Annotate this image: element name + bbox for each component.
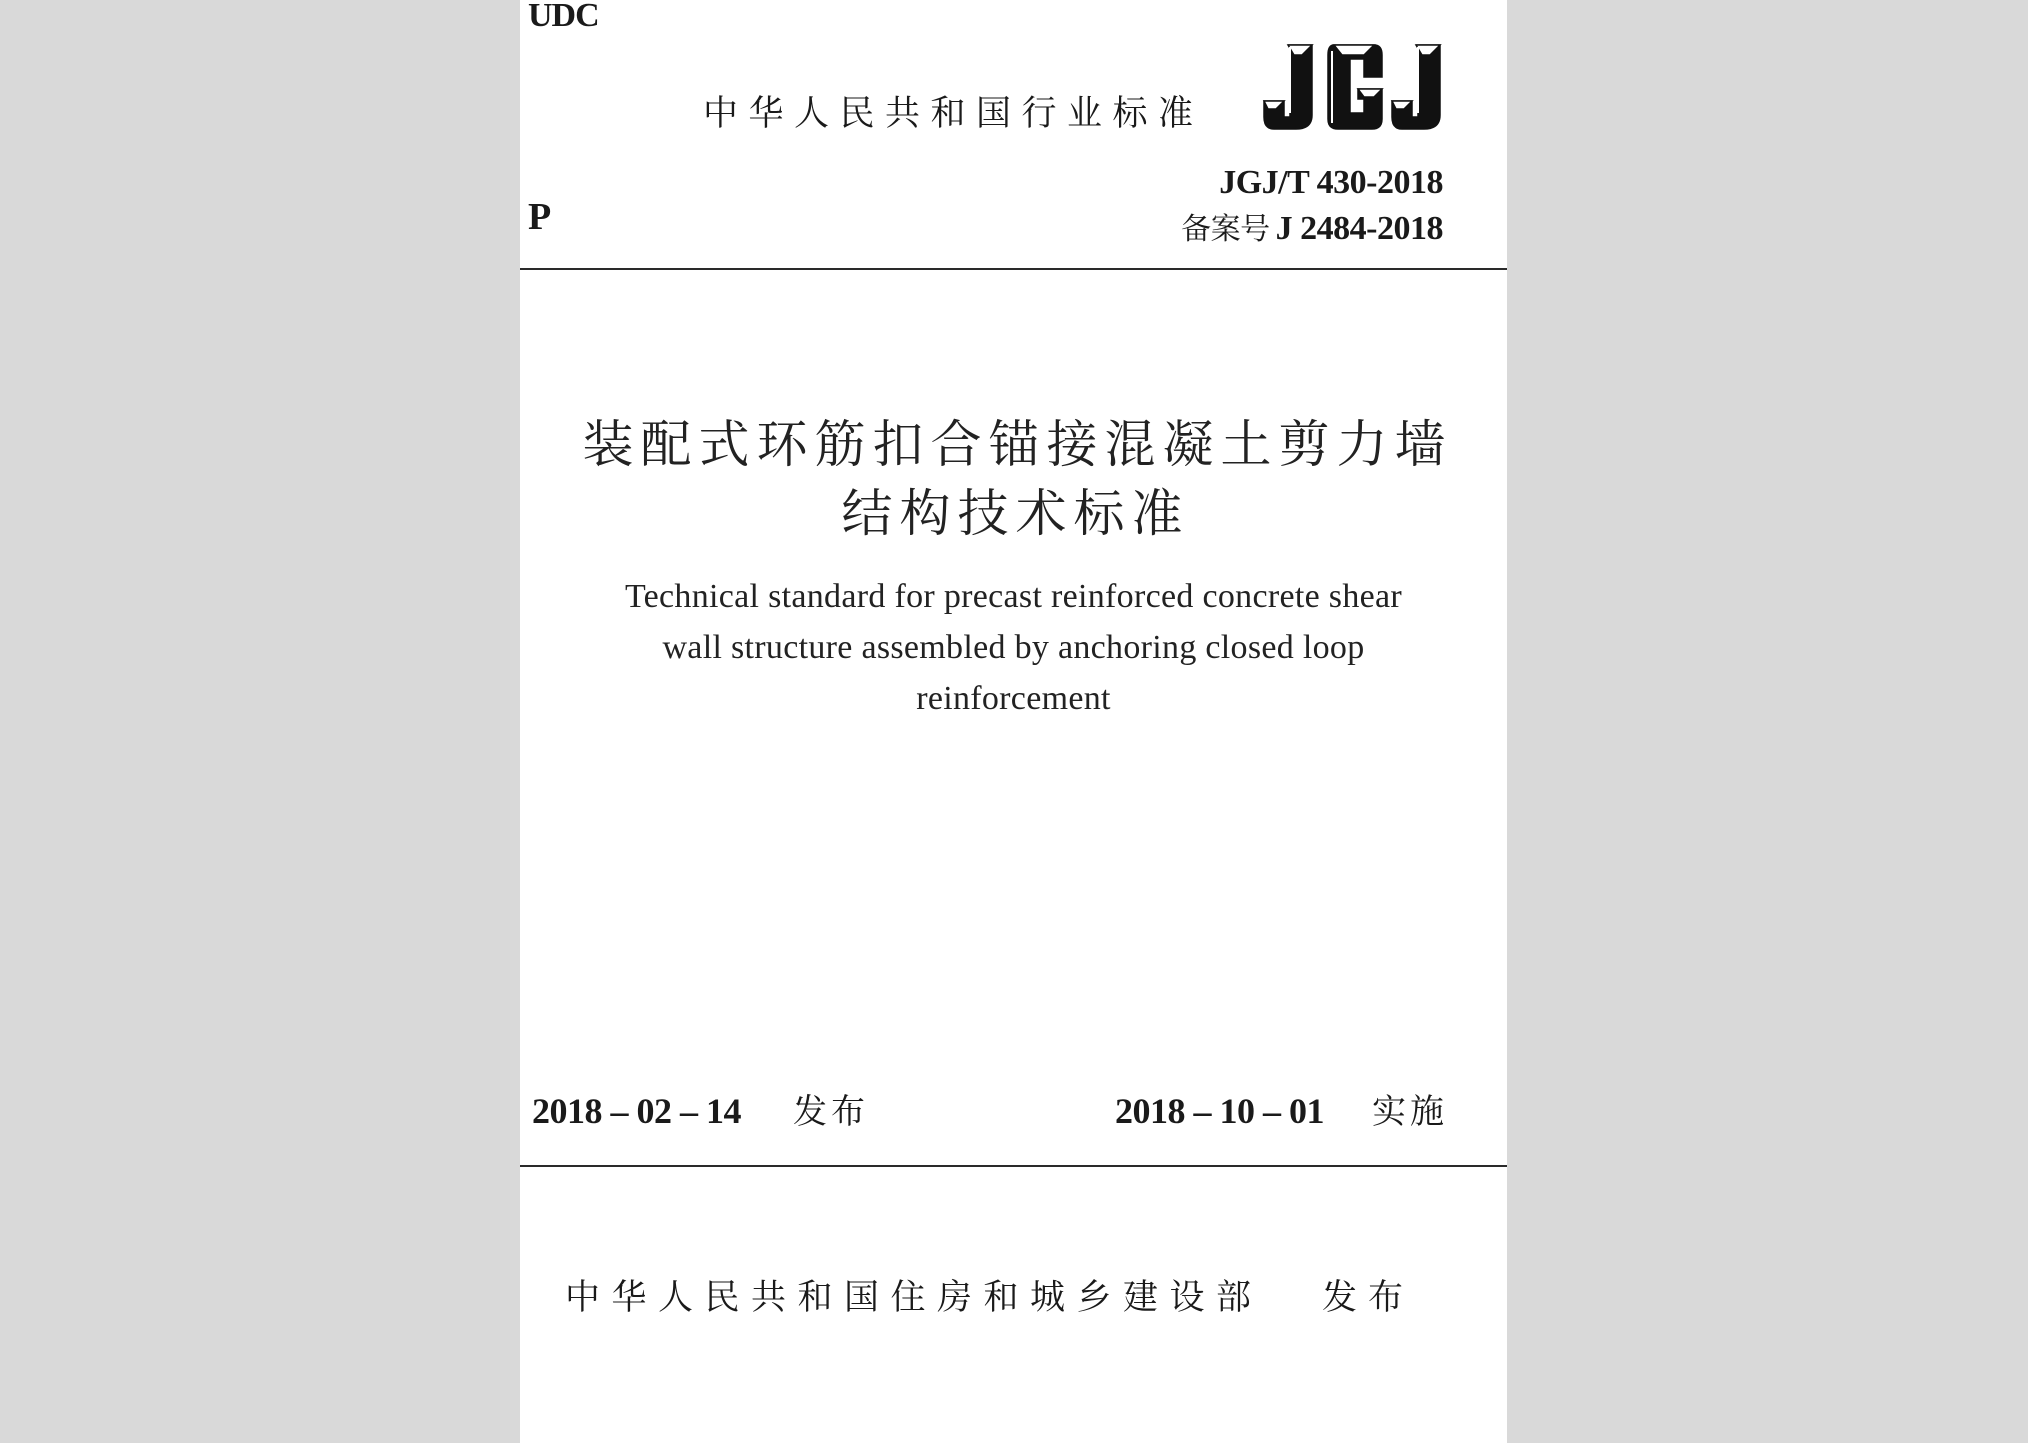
- footer-divider: [520, 1165, 1507, 1167]
- document-cover-page: [520, 0, 1507, 1443]
- standard-type: 中华人民共和国行业标准: [703, 94, 1204, 134]
- effective-label: 实施: [1372, 1092, 1448, 1132]
- title-english-line-2: wall structure assembled by anchoring closed loop: [662, 629, 1365, 666]
- title-english-line-3: reinforcement: [916, 680, 1111, 717]
- publisher-name: 中华人民共和国住房和城乡建设部: [565, 1278, 1263, 1318]
- effective-date: 2018 – 10 – 01: [1115, 1091, 1324, 1131]
- issue-date: 2018 – 02 – 14: [532, 1091, 741, 1131]
- udc-label: UDC: [528, 0, 599, 34]
- issue-label: 发布: [793, 1092, 869, 1132]
- title-english-line-1: Technical standard for precast reinforced concrete shear: [624, 578, 1403, 615]
- classification-code: P: [528, 196, 552, 238]
- standard-number: JGJ/T 430-2018: [1219, 164, 1443, 201]
- header-divider: [520, 268, 1507, 270]
- title-chinese-line-2: 结构技术标准: [841, 485, 1190, 544]
- record-number: [1181, 208, 1443, 251]
- jgj-logo-icon: [1260, 43, 1444, 131]
- record-number-value: J 2484-2018: [1275, 210, 1443, 247]
- publisher-action: 发布: [1322, 1278, 1415, 1318]
- title-chinese-line-1: 装配式环筋扣合锚接混凝土剪力墙: [582, 416, 1453, 475]
- record-prefix: 备案号: [1181, 212, 1270, 247]
